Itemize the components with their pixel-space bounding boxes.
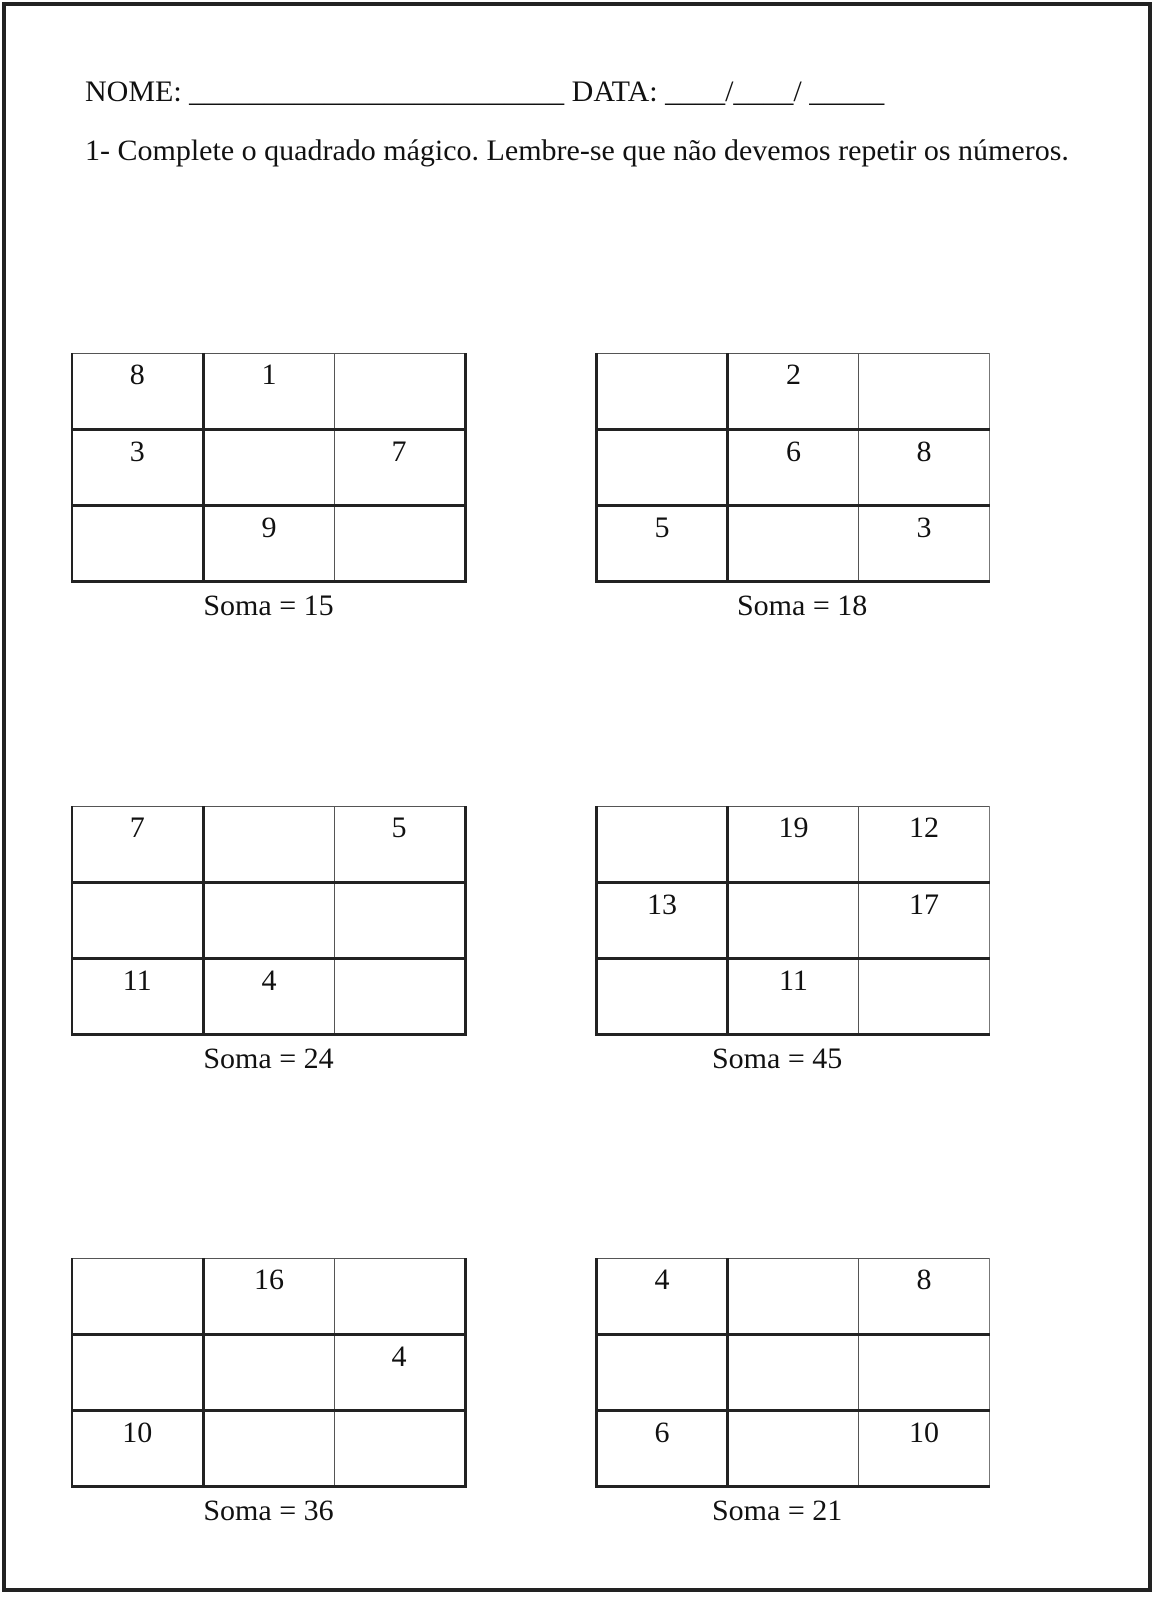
square-cell[interactable]	[334, 959, 465, 1035]
square-cell[interactable]: 1	[203, 354, 334, 430]
square-cell[interactable]: 11	[72, 959, 203, 1035]
instruction-text: 1- Complete o quadrado mágico. Lembre-se que não devemos repetir os números.	[85, 134, 1069, 167]
square-cell[interactable]	[597, 430, 728, 506]
square-cell[interactable]	[203, 883, 334, 959]
square-cell[interactable]: 8	[72, 354, 203, 430]
square-cell[interactable]	[728, 1411, 859, 1487]
square-cell[interactable]: 19	[728, 807, 859, 883]
magic-square-5	[71, 1258, 466, 1529]
square-cell[interactable]	[203, 1411, 334, 1487]
name-date-line: NOME: _________________________ DATA: ____/____/ _____	[85, 75, 885, 108]
square-cell[interactable]	[728, 1259, 859, 1335]
square-cell[interactable]	[859, 354, 990, 430]
sum-label: Soma = 36	[203, 1494, 334, 1527]
sum-label: Soma = 24	[203, 1042, 334, 1075]
square-cell[interactable]	[859, 1335, 990, 1411]
square-cell[interactable]	[728, 883, 859, 959]
square-cell[interactable]: 9	[203, 506, 334, 582]
square-cell[interactable]: 10	[72, 1411, 203, 1487]
square-cell[interactable]	[72, 1259, 203, 1335]
magic-square-grid	[595, 1258, 990, 1488]
square-cell[interactable]	[334, 354, 465, 430]
sum-label: Soma = 18	[737, 589, 868, 622]
magic-square-grid	[595, 806, 990, 1036]
square-cell[interactable]: 12	[859, 807, 990, 883]
square-cell[interactable]	[72, 883, 203, 959]
magic-square-grid	[71, 353, 467, 583]
square-cell[interactable]: 8	[859, 1259, 990, 1335]
square-cell[interactable]	[334, 1411, 465, 1487]
square-cell[interactable]: 4	[597, 1259, 728, 1335]
square-cell[interactable]: 11	[728, 959, 859, 1035]
square-cell[interactable]: 17	[859, 883, 990, 959]
magic-square-grid	[71, 1258, 467, 1488]
square-cell[interactable]: 7	[72, 807, 203, 883]
magic-square-2	[595, 353, 990, 624]
magic-square-1	[71, 353, 466, 624]
sum-label: Soma = 45	[712, 1042, 843, 1075]
square-cell[interactable]	[334, 506, 465, 582]
square-cell[interactable]: 16	[203, 1259, 334, 1335]
square-cell[interactable]	[597, 807, 728, 883]
square-cell[interactable]	[203, 430, 334, 506]
square-cell[interactable]: 3	[859, 506, 990, 582]
square-cell[interactable]: 4	[334, 1335, 465, 1411]
square-cell[interactable]	[728, 1335, 859, 1411]
square-cell[interactable]: 10	[859, 1411, 990, 1487]
sum-label: Soma = 15	[203, 589, 334, 622]
square-cell[interactable]: 6	[728, 430, 859, 506]
magic-square-3	[71, 806, 466, 1077]
square-cell[interactable]: 7	[334, 430, 465, 506]
square-cell[interactable]: 6	[597, 1411, 728, 1487]
sum-label: Soma = 21	[712, 1494, 843, 1527]
square-cell[interactable]	[859, 959, 990, 1035]
square-cell[interactable]	[334, 1259, 465, 1335]
square-cell[interactable]	[334, 883, 465, 959]
square-cell[interactable]: 5	[597, 506, 728, 582]
magic-square-grid	[595, 353, 990, 583]
square-cell[interactable]: 3	[72, 430, 203, 506]
magic-square-6	[595, 1258, 990, 1529]
square-cell[interactable]: 13	[597, 883, 728, 959]
square-cell[interactable]	[728, 506, 859, 582]
square-cell[interactable]	[203, 807, 334, 883]
square-cell[interactable]: 4	[203, 959, 334, 1035]
square-cell[interactable]	[597, 354, 728, 430]
magic-square-4	[595, 806, 990, 1077]
square-cell[interactable]	[72, 506, 203, 582]
square-cell[interactable]: 5	[334, 807, 465, 883]
square-cell[interactable]	[203, 1335, 334, 1411]
square-cell[interactable]: 8	[859, 430, 990, 506]
square-cell[interactable]	[597, 1335, 728, 1411]
square-cell[interactable]	[72, 1335, 203, 1411]
square-cell[interactable]: 2	[728, 354, 859, 430]
square-cell[interactable]	[597, 959, 728, 1035]
magic-square-grid	[71, 806, 467, 1036]
